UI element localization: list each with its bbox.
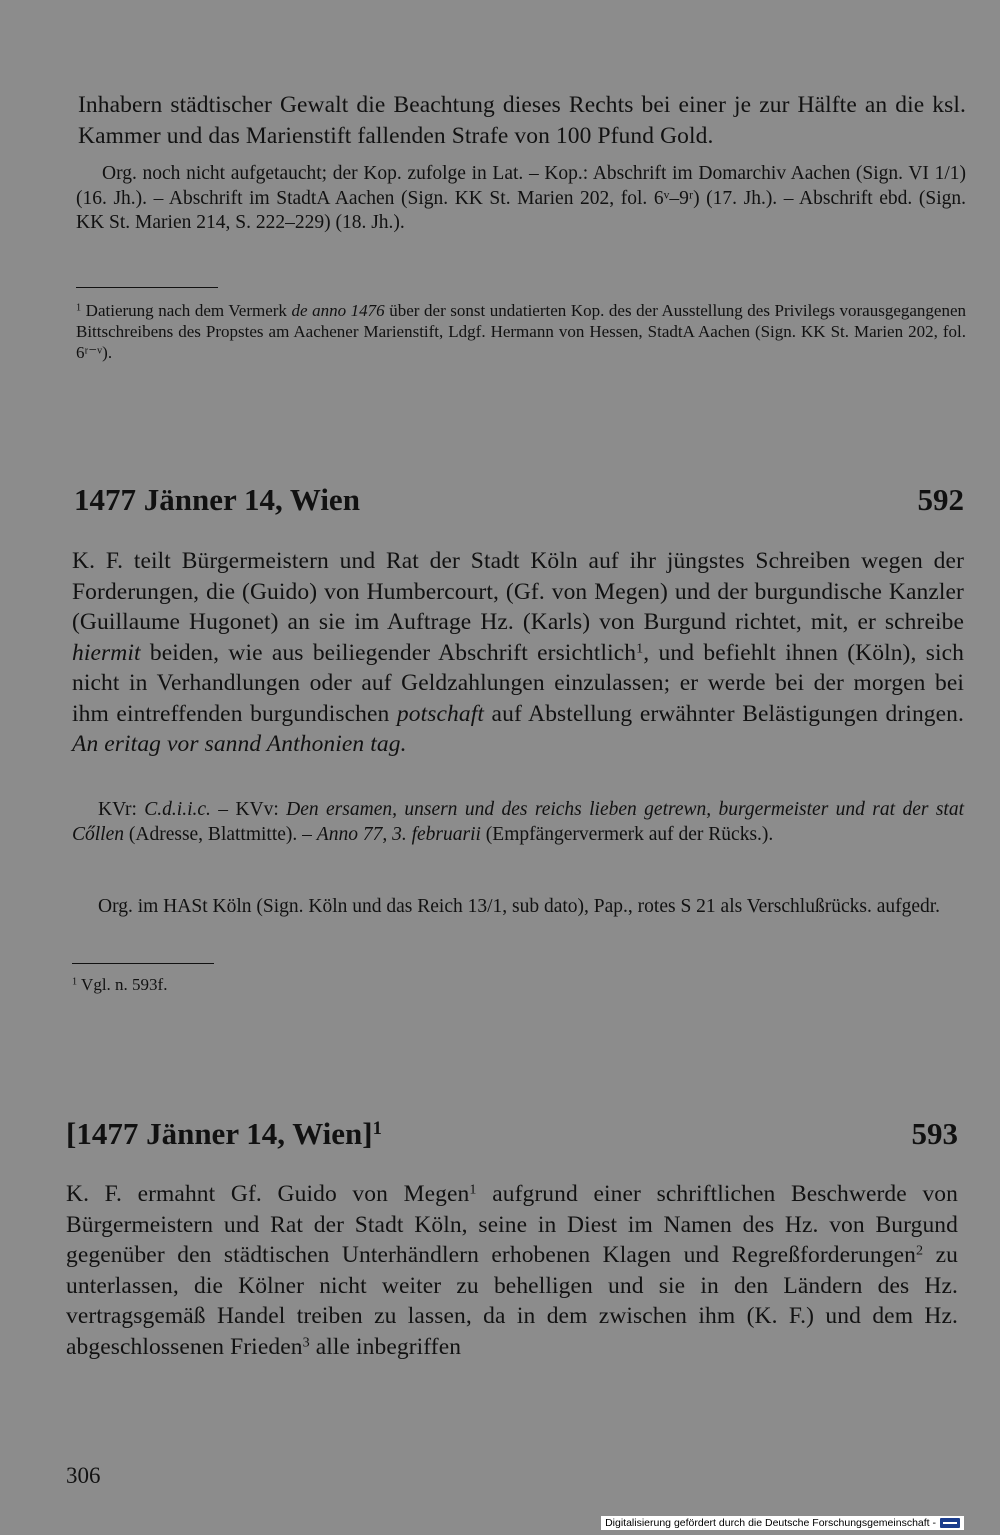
source-note: Org. im HASt Köln (Sign. Köln und das Reich 13/1, sub dato), Pap., rotes S 21 als Verschlußrücks. aufgedr. — [98, 896, 941, 917]
footnote-rule — [76, 287, 218, 288]
footnote: $^1$ Vgl. n. 593f. — [72, 975, 168, 994]
entry-heading: 1477 Jänner 14, Wien — [74, 482, 360, 517]
source-note: Org. noch nicht aufgetaucht; der Kop. zufolge in Lat. – Kop.: Abschrift im Domarchiv Aachen (Sign. VI 1/1) (16. Jh.). – Abschrift im StadtA Aachen (Sign. KK St. Marien 202, fol. 6ᵛ–9ʳ) (17. Jh.). – Abschrift ebd. (Sign. KK St. Marien 214, S. 222–229) (18. Jh.). — [76, 163, 966, 233]
footnote-rule — [72, 963, 214, 964]
entry-number: 593 — [911, 1116, 958, 1151]
regest-text: K. F. teilt Bürgermeistern und Rat der Stadt Köln auf ihr jüngstes Schreiben wegen der Forderungen, die (Guido) von Humbercourt, (Gf. von Megen) und der burgundische Kanzler (Guillaume Hugonet) an sie im Auftrage Hz. (Karls) von Burgund richtet, mit, er schreibe hiermit beiden, wie aus beiliegender Abschrift ersichtlich$^1$, und befiehlt ihnen (Köln), sich nicht in Verhandlungen oder auf Geldzahlungen einzulassen; er werde bei der morgen bei ihm eintreffenden burgundischen potschaft auf Abstellung erwähnter Belästigungen dringen. An eritag vor sannd Anthonien tag. — [72, 548, 964, 757]
continuation-paragraph: Inhabern städtischer Gewalt die Beachtung dieses Rechts bei einer je zur Hälfte an die ksl. Kammer und das Marienstift fallenden Strafe von 100 Pfund Gold. — [78, 92, 966, 149]
entry-heading: [1477 Jänner 14, Wien]$^1$ — [66, 1116, 382, 1151]
regest-text: K. F. ermahnt Gf. Guido von Megen$^1$ aufgrund einer schriftlichen Beschwerde von Bürgermeistern und Rat der Stadt Köln, seine in Diest im Namen des Hz. von Burgund gegenüber den städtischen Unterhändlern erhobenen Klagen und Regreßforderungen$^2$ zu unterlassen, die Kölner nicht weiter zu behelligen und sie in den Ländern des Hz. vertragsgemäß Handel treiben zu lassen, da in dem zwischen ihm (K. F.) und dem Hz. abgeschlossenen Frieden$^3$ alle inbegriffen — [66, 1181, 958, 1360]
digitization-credit: Digitalisierung gefördert durch die Deutsche Forschungsgemeinschaft - — [601, 1516, 964, 1530]
kanzleivermerk-note: KVr: C.d.i.i.c. – KVv: Den ersamen, unsern und des reichs lieben getrewn, burgermeister und rat der stat Cőllen (Adresse, Blattmitte). – Anno 77, 3. februarii (Empfängervermerk auf der Rücks.). — [72, 799, 964, 845]
dfg-logo-icon — [940, 1518, 960, 1528]
footnote: $^1$ Datierung nach dem Vermerk de anno 1476 über der sonst undatierten Kop. des der Ausstellung des Privilegs vorausgegangenen Bittschreibens des Propstes am Aachener Marienstift, Ldgf. Hermann von Hessen, StadtA Aachen (Sign. KK St. Marien 202, fol. 6ʳ⁻ᵛ). — [76, 301, 967, 362]
entry-number: 592 — [917, 482, 964, 517]
page-number: 306 — [66, 1463, 101, 1488]
